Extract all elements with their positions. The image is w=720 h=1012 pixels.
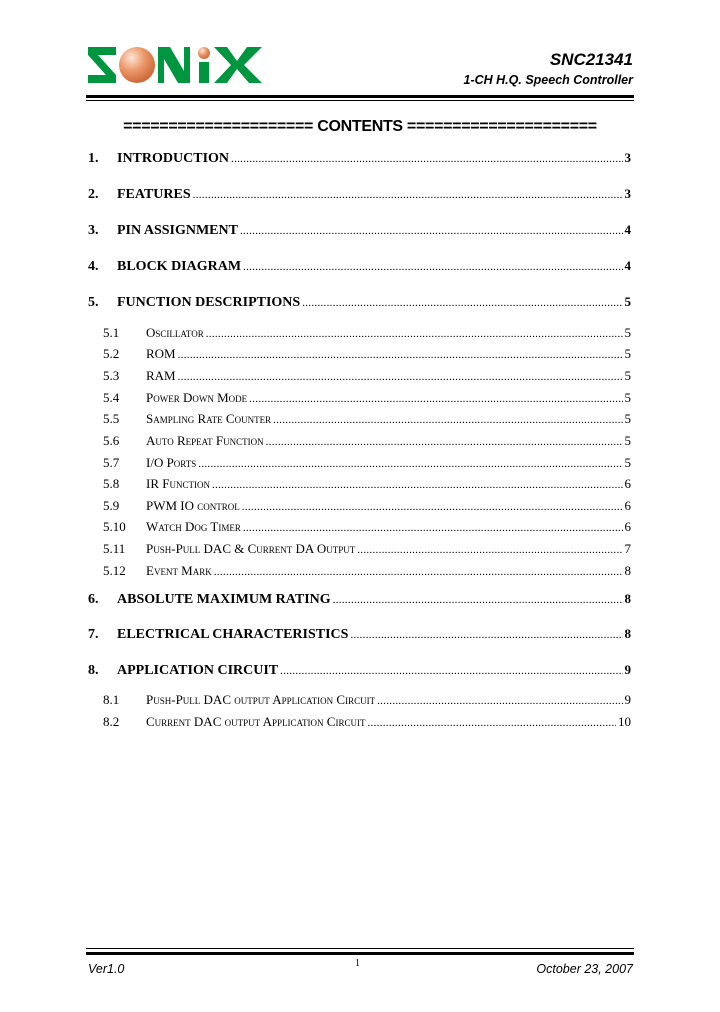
toc-number: 5.11: [103, 541, 126, 556]
version: Ver1.0: [88, 962, 125, 976]
toc-entry[interactable]: [0, 368, 631, 384]
toc-entry[interactable]: [0, 591, 631, 608]
toc-entry[interactable]: [0, 294, 631, 311]
toc-title[interactable]: Power Down Mode: [146, 390, 248, 405]
toc-title[interactable]: Current DAC output Application Circuit: [146, 714, 366, 729]
toc-number: 2.: [88, 187, 99, 202]
dot-leader: [249, 393, 622, 405]
toc-number: 4.: [88, 259, 99, 274]
dot-leader: [178, 371, 623, 383]
dot-leader: [214, 566, 623, 578]
dot-leader: [206, 328, 623, 340]
toc-number: 8.: [88, 663, 99, 678]
toc-entry[interactable]: [0, 476, 631, 492]
document-subtitle: 1-CH H.Q. Speech Controller: [463, 73, 633, 87]
toc-page: 5: [624, 368, 631, 383]
toc-entry[interactable]: [0, 222, 631, 239]
toc-page: 4: [624, 222, 631, 237]
toc-page: 8: [624, 591, 631, 606]
toc-page: 10: [618, 714, 631, 729]
contents-heading: ===================== CONTENTS =====================: [123, 118, 597, 135]
toc-entry[interactable]: [0, 541, 631, 557]
dot-leader: [178, 349, 623, 361]
toc-entry[interactable]: [0, 692, 631, 708]
toc-page: 6: [624, 498, 631, 513]
toc-page: 3: [624, 186, 631, 201]
toc-title[interactable]: ELECTRICAL CHARACTERISTICS: [117, 627, 349, 642]
toc-title[interactable]: Auto Repeat Function: [146, 433, 264, 448]
dot-leader: [242, 501, 623, 513]
toc-page: 6: [624, 476, 631, 491]
toc-number: 5.1: [103, 325, 120, 340]
toc-title[interactable]: I/O Ports: [146, 455, 197, 470]
toc-number: 5.10: [103, 519, 126, 534]
toc-title[interactable]: RAM: [146, 368, 176, 383]
toc-entry[interactable]: [0, 455, 631, 471]
toc-entry[interactable]: [0, 626, 631, 643]
toc-title[interactable]: INTRODUCTION: [117, 151, 230, 166]
toc-page: 3: [624, 150, 631, 165]
toc-title[interactable]: Watch Dog Timer: [146, 519, 241, 534]
footer-rule-thin: [86, 948, 634, 949]
dot-leader: [266, 436, 623, 448]
toc-page: 5: [624, 455, 631, 470]
dot-leader: [302, 297, 622, 309]
toc-page: 5: [624, 390, 631, 405]
toc-number: 5.: [88, 295, 99, 310]
sonix-logo: [86, 45, 264, 85]
toc-number: 5.6: [103, 433, 120, 448]
toc-page: 5: [624, 346, 631, 361]
page-number: 1: [355, 958, 360, 969]
toc-title[interactable]: APPLICATION CIRCUIT: [117, 663, 279, 678]
toc-page: 5: [624, 433, 631, 448]
toc-number: 5.2: [103, 346, 120, 361]
toc-title[interactable]: FEATURES: [117, 187, 191, 202]
toc-page: 5: [624, 325, 631, 340]
toc-title[interactable]: Push-Pull DAC output Application Circuit: [146, 692, 376, 707]
dot-leader: [231, 153, 622, 165]
dot-leader: [280, 665, 622, 677]
toc-number: 5.8: [103, 476, 120, 491]
toc-page: 8: [624, 563, 631, 578]
toc-entry[interactable]: [0, 714, 631, 730]
toc-number: 8.1: [103, 692, 120, 707]
toc-number: 7.: [88, 627, 99, 642]
toc-entry[interactable]: [0, 563, 631, 579]
toc-number: 5.9: [103, 498, 120, 513]
toc-number: 6.: [88, 592, 99, 607]
toc-entry[interactable]: [0, 346, 631, 362]
toc-entry[interactable]: [0, 498, 631, 514]
dot-leader: [377, 695, 622, 707]
toc-entry[interactable]: [0, 411, 631, 427]
dot-leader: [240, 225, 623, 237]
toc-entry[interactable]: [0, 433, 631, 449]
toc-title[interactable]: IR Function: [146, 476, 210, 491]
toc-title[interactable]: ROM: [146, 346, 176, 361]
dot-leader: [243, 261, 622, 273]
toc-page: 4: [624, 258, 631, 273]
toc-entry[interactable]: [0, 662, 631, 679]
toc-entry[interactable]: [0, 390, 631, 406]
toc-number: 3.: [88, 223, 99, 238]
date: October 23, 2007: [536, 962, 633, 976]
header-rule-thin: [86, 100, 634, 101]
toc-number: 5.4: [103, 390, 120, 405]
toc-title[interactable]: ABSOLUTE MAXIMUM RATING: [117, 592, 331, 607]
toc-title[interactable]: FUNCTION DESCRIPTIONS: [117, 295, 301, 310]
toc-number: 5.12: [103, 563, 126, 578]
dot-leader: [243, 522, 623, 534]
toc-title[interactable]: BLOCK DIAGRAM: [117, 259, 242, 274]
toc-title[interactable]: PIN ASSIGNMENT: [117, 223, 238, 238]
toc-number: 1.: [88, 151, 99, 166]
header-rule: [86, 95, 634, 98]
toc-entry[interactable]: [0, 258, 631, 275]
dot-leader: [367, 717, 616, 729]
toc-page: 9: [624, 662, 631, 677]
dot-leader: [333, 594, 623, 606]
toc-page: 9: [624, 692, 631, 707]
dot-leader: [198, 458, 622, 470]
toc-entry[interactable]: [0, 186, 631, 203]
toc-number: 5.5: [103, 411, 120, 426]
dot-leader: [350, 629, 622, 641]
toc-number: 8.2: [103, 714, 120, 729]
dot-leader: [193, 189, 623, 201]
toc-page: 5: [624, 294, 631, 309]
toc-page: 8: [624, 626, 631, 641]
toc-number: 5.3: [103, 368, 120, 383]
toc-entry[interactable]: [0, 150, 631, 167]
toc-title[interactable]: Oscillator: [146, 325, 204, 340]
footer-rule: [86, 952, 634, 955]
toc-title[interactable]: PWM IO control: [146, 498, 240, 513]
toc-entry[interactable]: [0, 325, 631, 341]
toc-page: 7: [624, 541, 631, 556]
toc-number: 5.7: [103, 455, 120, 470]
document-id: SNC21341: [549, 50, 633, 69]
toc-page: 6: [624, 519, 631, 534]
toc-title[interactable]: Push-Pull DAC & Current DA Output: [146, 541, 356, 556]
dot-leader: [273, 414, 622, 426]
toc-page: 5: [624, 411, 631, 426]
dot-leader: [357, 544, 622, 556]
toc-entry[interactable]: [0, 519, 631, 535]
toc-title[interactable]: Sampling Rate Counter: [146, 411, 272, 426]
toc-title[interactable]: Event Mark: [146, 563, 212, 578]
dot-leader: [212, 479, 623, 491]
